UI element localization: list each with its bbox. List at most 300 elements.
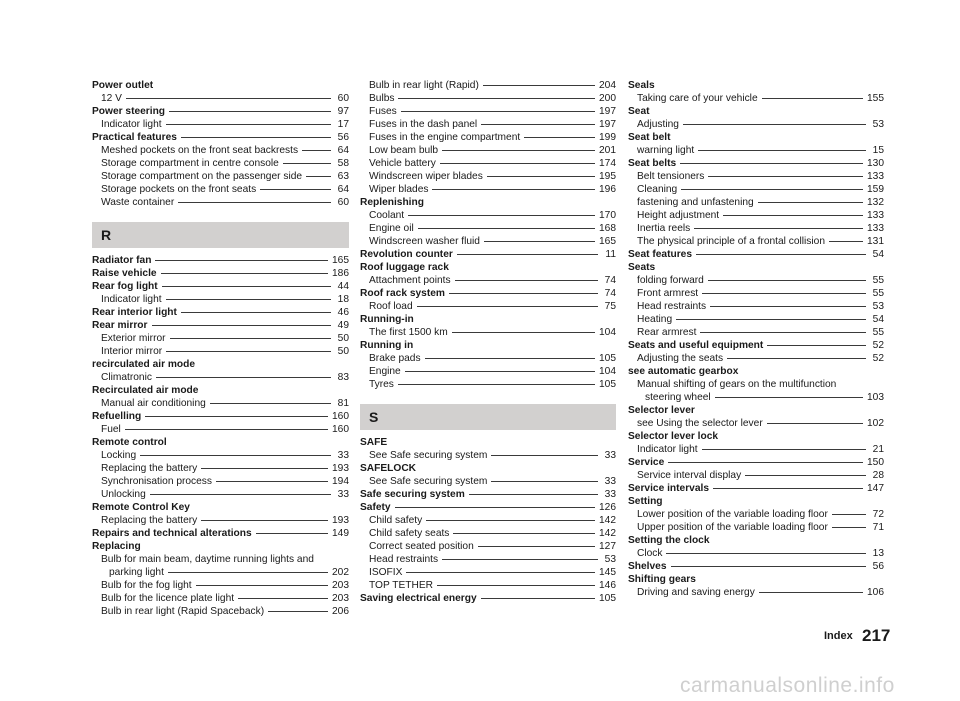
- entry-label: Bulbs: [369, 93, 395, 104]
- page-ref[interactable]: 33: [337, 489, 349, 500]
- index-entry[interactable]: [92, 280, 349, 293]
- page-ref[interactable]: 131: [867, 236, 884, 247]
- index-subentry[interactable]: [360, 235, 616, 248]
- index-subentry[interactable]: [92, 566, 349, 579]
- leader-line: [481, 598, 595, 599]
- page-ref[interactable]: 165: [332, 255, 349, 266]
- index-entry[interactable]: [628, 482, 884, 495]
- page-ref[interactable]: 133: [867, 210, 884, 221]
- page-ref[interactable]: 55: [872, 275, 884, 286]
- entry-label: Lower position of the variable loading floor: [637, 509, 828, 520]
- entry-label: Adjusting: [637, 119, 679, 130]
- page-ref[interactable]: 193: [332, 463, 349, 474]
- page-ref[interactable]: 126: [599, 502, 616, 513]
- index-entry[interactable]: [92, 527, 349, 540]
- page-ref[interactable]: 105: [599, 353, 616, 364]
- leader-line: [166, 351, 331, 352]
- page-ref[interactable]: 195: [599, 171, 616, 182]
- page-ref[interactable]: 97: [337, 106, 349, 117]
- index-subentry[interactable]: [628, 222, 884, 235]
- index-subentry[interactable]: [92, 293, 349, 306]
- page-ref[interactable]: 15: [872, 145, 884, 156]
- page-ref[interactable]: 168: [599, 223, 616, 234]
- leader-line: [405, 371, 595, 372]
- index-column-2: [360, 79, 616, 605]
- leader-line: [125, 429, 328, 430]
- page-ref[interactable]: 46: [337, 307, 349, 318]
- index-subentry[interactable]: [92, 157, 349, 170]
- leader-line: [478, 546, 595, 547]
- index-heading: Replenishing: [360, 197, 424, 208]
- entry-label: Fuses in the engine compartment: [369, 132, 521, 143]
- leader-line: [668, 462, 863, 463]
- index-subentry[interactable]: [628, 547, 884, 560]
- entry-label: Meshed pockets on the front seat backrests: [101, 145, 299, 156]
- index-entry[interactable]: [92, 105, 349, 118]
- page-ref[interactable]: 28: [872, 470, 884, 481]
- index-subentry[interactable]: [92, 579, 349, 592]
- leader-line: [155, 260, 328, 261]
- index-heading: Setting: [628, 496, 663, 507]
- entry-label: Bulb for the licence plate light: [101, 593, 235, 604]
- page-ref[interactable]: 50: [337, 333, 349, 344]
- index-subentry[interactable]: [628, 508, 884, 521]
- index-entry[interactable]: [92, 131, 349, 144]
- page-ref[interactable]: 53: [872, 119, 884, 130]
- page-ref[interactable]: 150: [867, 457, 884, 468]
- index-subentry[interactable]: [628, 300, 884, 313]
- page-ref[interactable]: 132: [867, 197, 884, 208]
- entry-label: Practical features: [92, 132, 177, 143]
- entry-label: Locking: [101, 450, 137, 461]
- index-subentry[interactable]: [360, 553, 616, 566]
- index-entry[interactable]: [628, 339, 884, 352]
- index-subentry[interactable]: [92, 92, 349, 105]
- entry-label: warning light: [637, 145, 695, 156]
- entry-label: Attachment points: [369, 275, 451, 286]
- entry-label: Bulb in rear light (Rapid): [369, 80, 479, 91]
- index-subentry[interactable]: [628, 521, 884, 534]
- page-ref[interactable]: 105: [599, 379, 616, 390]
- index-subentry-label: Bulb for main beam, daytime running lights and: [101, 554, 314, 565]
- leader-line: [710, 306, 866, 307]
- entry-label: Seat belts: [628, 158, 677, 169]
- index-subentry[interactable]: [92, 196, 349, 209]
- index-subentry[interactable]: [628, 352, 884, 365]
- page-ref[interactable]: 170: [599, 210, 616, 221]
- leader-line: [145, 416, 328, 417]
- page-ref[interactable]: 55: [872, 288, 884, 299]
- index-subentry[interactable]: [360, 131, 616, 144]
- index-heading: see automatic gearbox: [628, 366, 739, 377]
- page-ref[interactable]: 13: [872, 548, 884, 559]
- page-ref[interactable]: 202: [332, 567, 349, 578]
- page-ref[interactable]: 147: [867, 483, 884, 494]
- page-ref[interactable]: 142: [599, 528, 616, 539]
- index-subentry[interactable]: [360, 92, 616, 105]
- index-subentry[interactable]: [92, 475, 349, 488]
- leader-line: [453, 533, 595, 534]
- entry-label: Roof rack system: [360, 288, 445, 299]
- page-ref[interactable]: 105: [599, 593, 616, 604]
- page-ref[interactable]: 49: [337, 320, 349, 331]
- page-ref[interactable]: 60: [337, 93, 349, 104]
- index-subentry[interactable]: [628, 586, 884, 599]
- entry-label: Adjusting the seats: [637, 353, 724, 364]
- index-subentry[interactable]: [628, 144, 884, 157]
- index-subentry[interactable]: [360, 79, 616, 92]
- index-entry[interactable]: [92, 319, 349, 332]
- page-ref[interactable]: 104: [599, 366, 616, 377]
- page-ref[interactable]: 200: [599, 93, 616, 104]
- leader-line: [708, 176, 863, 177]
- index-subentry[interactable]: [92, 144, 349, 157]
- page-ref[interactable]: 55: [872, 327, 884, 338]
- entry-label: Engine: [369, 366, 401, 377]
- index-entry[interactable]: [360, 287, 616, 300]
- index-subentry[interactable]: [360, 527, 616, 540]
- index-subentry[interactable]: [92, 170, 349, 183]
- entry-label: See Safe securing system: [369, 450, 488, 461]
- page-ref[interactable]: 52: [872, 340, 884, 351]
- leader-line: [196, 585, 328, 586]
- index-heading: Roof luggage rack: [360, 262, 449, 273]
- page-ref[interactable]: 203: [332, 580, 349, 591]
- leader-line: [395, 507, 595, 508]
- index-subentry[interactable]: [92, 592, 349, 605]
- entry-label: Head restraints: [369, 554, 439, 565]
- index-heading: recirculated air mode: [92, 359, 196, 370]
- page-ref[interactable]: 142: [599, 515, 616, 526]
- index-subentry[interactable]: [360, 157, 616, 170]
- page-ref[interactable]: 146: [599, 580, 616, 591]
- entry-label: Coolant: [369, 210, 405, 221]
- index-subentry[interactable]: [360, 118, 616, 131]
- page-ref[interactable]: 72: [872, 509, 884, 520]
- page-ref[interactable]: 83: [337, 372, 349, 383]
- index-subentry[interactable]: [92, 514, 349, 527]
- entry-label: Engine oil: [369, 223, 414, 234]
- leader-line: [140, 455, 331, 456]
- page-ref[interactable]: 64: [337, 145, 349, 156]
- index-subentry[interactable]: [92, 118, 349, 131]
- page-ref[interactable]: 104: [599, 327, 616, 338]
- leader-line: [302, 150, 331, 151]
- page-ref[interactable]: 50: [337, 346, 349, 357]
- index-entry[interactable]: [92, 410, 349, 423]
- index-subentry[interactable]: [628, 235, 884, 248]
- page-ref[interactable]: 201: [599, 145, 616, 156]
- page-ref[interactable]: 44: [337, 281, 349, 292]
- leader-line: [681, 189, 863, 190]
- index-entry[interactable]: [628, 456, 884, 469]
- index-entry[interactable]: [628, 157, 884, 170]
- leader-line: [698, 150, 866, 151]
- leader-line: [408, 215, 595, 216]
- index-subentry[interactable]: [360, 579, 616, 592]
- leader-line: [694, 228, 863, 229]
- entry-label: Belt tensioners: [637, 171, 705, 182]
- leader-line: [457, 254, 598, 255]
- index-subentry[interactable]: [360, 183, 616, 196]
- entry-label: fastening and unfastening: [637, 197, 754, 208]
- entry-label: Radiator fan: [92, 255, 152, 266]
- leader-line: [201, 468, 328, 469]
- index-subentry[interactable]: [628, 92, 884, 105]
- page-ref[interactable]: 74: [604, 275, 616, 286]
- index-subentry[interactable]: [360, 566, 616, 579]
- index-heading: Running-in: [360, 314, 414, 325]
- index-column-3: [628, 79, 884, 599]
- entry-label: Front armrest: [637, 288, 699, 299]
- index-heading: Seats: [628, 262, 656, 273]
- leader-line: [829, 241, 863, 242]
- page-ref[interactable]: 17: [337, 119, 349, 130]
- index-entry[interactable]: [360, 501, 616, 514]
- leader-line: [696, 254, 866, 255]
- index-subentry[interactable]: [360, 352, 616, 365]
- page-ref[interactable]: 63: [337, 171, 349, 182]
- page-ref[interactable]: 58: [337, 158, 349, 169]
- page-ref[interactable]: 193: [332, 515, 349, 526]
- page-ref[interactable]: 75: [604, 301, 616, 312]
- index-heading: SAFELOCK: [360, 463, 417, 474]
- page-ref[interactable]: 33: [604, 476, 616, 487]
- entry-label: Child safety seats: [369, 528, 450, 539]
- index-entry[interactable]: [628, 248, 884, 261]
- index-subentry[interactable]: [92, 397, 349, 410]
- index-subentry[interactable]: [92, 423, 349, 436]
- page-ref[interactable]: 133: [867, 171, 884, 182]
- page-ref[interactable]: 18: [337, 294, 349, 305]
- page-ref[interactable]: 127: [599, 541, 616, 552]
- page-ref[interactable]: 149: [332, 528, 349, 539]
- index-subentry[interactable]: [628, 417, 884, 430]
- entry-label: 12 V: [101, 93, 122, 104]
- index-entry[interactable]: [92, 267, 349, 280]
- leader-line: [170, 338, 331, 339]
- page-ref[interactable]: 33: [604, 489, 616, 500]
- page-ref[interactable]: 33: [604, 450, 616, 461]
- page-ref[interactable]: 60: [337, 197, 349, 208]
- page-ref[interactable]: 133: [867, 223, 884, 234]
- leader-line: [161, 273, 328, 274]
- entry-label: Repairs and technical alterations: [92, 528, 252, 539]
- index-entry[interactable]: [628, 560, 884, 573]
- page-ref[interactable]: 53: [872, 301, 884, 312]
- leader-line: [723, 215, 863, 216]
- index-entry[interactable]: [360, 592, 616, 605]
- index-heading: Running in: [360, 340, 414, 351]
- page-ref[interactable]: 130: [867, 158, 884, 169]
- index-subentry[interactable]: [92, 183, 349, 196]
- index-subentry[interactable]: [628, 196, 884, 209]
- index-subentry[interactable]: [628, 469, 884, 482]
- page-ref[interactable]: 199: [599, 132, 616, 143]
- index-subentry[interactable]: [360, 475, 616, 488]
- index-entry[interactable]: [360, 488, 616, 501]
- page-ref[interactable]: 160: [332, 411, 349, 422]
- index-subentry[interactable]: [360, 105, 616, 118]
- leader-line: [425, 358, 595, 359]
- page-ref[interactable]: 54: [872, 314, 884, 325]
- leader-line: [166, 299, 331, 300]
- index-subentry[interactable]: [360, 222, 616, 235]
- index-subentry[interactable]: [360, 300, 616, 313]
- entry-label: Driving and saving energy: [637, 587, 755, 598]
- index-subentry[interactable]: [360, 209, 616, 222]
- leader-line: [238, 598, 328, 599]
- index-subentry[interactable]: [92, 345, 349, 358]
- entry-label: Vehicle battery: [369, 158, 436, 169]
- entry-label: Interior mirror: [101, 346, 163, 357]
- index-subentry[interactable]: [360, 326, 616, 339]
- page-ref[interactable]: 52: [872, 353, 884, 364]
- entry-label: Replacing the battery: [101, 463, 198, 474]
- leader-line: [487, 176, 595, 177]
- leader-line: [767, 423, 863, 424]
- page-ref[interactable]: 102: [867, 418, 884, 429]
- section-letter-r: R: [92, 222, 349, 248]
- index-subentry[interactable]: [360, 170, 616, 183]
- page-ref[interactable]: 53: [604, 554, 616, 565]
- index-subentry[interactable]: [628, 287, 884, 300]
- leader-line: [481, 124, 595, 125]
- page-ref[interactable]: 56: [872, 561, 884, 572]
- index-subentry[interactable]: [92, 488, 349, 501]
- page-ref[interactable]: 106: [867, 587, 884, 598]
- index-entry[interactable]: [92, 306, 349, 319]
- entry-label: Saving electrical energy: [360, 593, 477, 604]
- index-subentry[interactable]: [360, 540, 616, 553]
- entry-label: Bulb for the fog light: [101, 580, 192, 591]
- page-ref[interactable]: 11: [605, 249, 616, 260]
- leader-line: [491, 481, 598, 482]
- entry-label: Indicator light: [637, 444, 698, 455]
- index-subentry[interactable]: [628, 391, 884, 404]
- page-ref[interactable]: 197: [599, 119, 616, 130]
- entry-label: Safety: [360, 502, 391, 513]
- index-subentry[interactable]: [628, 209, 884, 222]
- index-subentry[interactable]: [360, 365, 616, 378]
- leader-line: [727, 358, 866, 359]
- index-entry[interactable]: [92, 254, 349, 267]
- index-subentry[interactable]: [628, 443, 884, 456]
- leader-line: [156, 377, 331, 378]
- leader-line: [745, 475, 866, 476]
- leader-line: [210, 403, 331, 404]
- entry-label: steering wheel: [645, 392, 711, 403]
- page-ref[interactable]: 194: [332, 476, 349, 487]
- page-ref[interactable]: 64: [337, 184, 349, 195]
- entry-label: ISOFIX: [369, 567, 403, 578]
- page-ref[interactable]: 174: [599, 158, 616, 169]
- page-ref[interactable]: 186: [332, 268, 349, 279]
- index-subentry[interactable]: [360, 449, 616, 462]
- entry-label: Taking care of your vehicle: [637, 93, 758, 104]
- leader-line: [469, 494, 598, 495]
- entry-label: Cleaning: [637, 184, 678, 195]
- page-ref[interactable]: 196: [599, 184, 616, 195]
- page-ref[interactable]: 159: [867, 184, 884, 195]
- page-ref[interactable]: 71: [872, 522, 884, 533]
- index-subentry[interactable]: [628, 170, 884, 183]
- index-entry[interactable]: [360, 248, 616, 261]
- index-heading: Selector lever lock: [628, 431, 719, 442]
- page-ref[interactable]: 21: [872, 444, 884, 455]
- leader-line: [440, 163, 595, 164]
- index-subentry[interactable]: [92, 462, 349, 475]
- page-ref[interactable]: 206: [332, 606, 349, 617]
- entry-label: parking light: [109, 567, 164, 578]
- page-ref[interactable]: 74: [604, 288, 616, 299]
- page-ref[interactable]: 197: [599, 106, 616, 117]
- index-subentry[interactable]: [92, 605, 349, 618]
- page-ref[interactable]: 56: [337, 132, 349, 143]
- leader-line: [256, 533, 328, 534]
- leader-line: [683, 124, 866, 125]
- index-subentry[interactable]: [628, 313, 884, 326]
- index-subentry[interactable]: [628, 274, 884, 287]
- index-subentry[interactable]: [92, 449, 349, 462]
- index-subentry[interactable]: [92, 332, 349, 345]
- entry-label: see Using the selector lever: [637, 418, 763, 429]
- footer-section-label: Index: [824, 630, 853, 642]
- index-subentry[interactable]: [628, 183, 884, 196]
- index-subentry[interactable]: [628, 326, 884, 339]
- entry-label: Seat features: [628, 249, 692, 260]
- index-subentry[interactable]: [360, 514, 616, 527]
- leader-line: [449, 293, 598, 294]
- leader-line: [442, 150, 595, 151]
- index-subentry[interactable]: [360, 274, 616, 287]
- leader-line: [680, 163, 863, 164]
- entry-label: Climatronic: [101, 372, 152, 383]
- page-ref[interactable]: 145: [599, 567, 616, 578]
- page-ref[interactable]: 155: [867, 93, 884, 104]
- index-subentry[interactable]: [628, 118, 884, 131]
- entry-label: The first 1500 km: [369, 327, 448, 338]
- page-ref[interactable]: 33: [337, 450, 349, 461]
- entry-label: Safe securing system: [360, 489, 465, 500]
- leader-line: [150, 494, 331, 495]
- index-subentry[interactable]: [92, 371, 349, 384]
- entry-label: Storage compartment in centre console: [101, 158, 279, 169]
- leader-line: [401, 111, 595, 112]
- page-ref[interactable]: 204: [599, 80, 616, 91]
- leader-line: [442, 559, 598, 560]
- leader-line: [702, 293, 866, 294]
- index-subentry[interactable]: [360, 144, 616, 157]
- index-heading: Power outlet: [92, 80, 154, 91]
- leader-line: [418, 228, 595, 229]
- entry-label: Correct seated position: [369, 541, 474, 552]
- index-subentry[interactable]: [360, 378, 616, 391]
- page-ref[interactable]: 160: [332, 424, 349, 435]
- leader-line: [426, 520, 595, 521]
- watermark-text: carmanualsonline.info: [680, 674, 895, 697]
- leader-line: [181, 312, 331, 313]
- entry-label: Brake pads: [369, 353, 421, 364]
- page-ref[interactable]: 103: [867, 392, 884, 403]
- page-ref[interactable]: 165: [599, 236, 616, 247]
- page-ref[interactable]: 203: [332, 593, 349, 604]
- entry-label: Unlocking: [101, 489, 146, 500]
- page-ref[interactable]: 81: [337, 398, 349, 409]
- index-heading: Seat belt: [628, 132, 671, 143]
- entry-label: Seats and useful equipment: [628, 340, 764, 351]
- page-ref[interactable]: 54: [872, 249, 884, 260]
